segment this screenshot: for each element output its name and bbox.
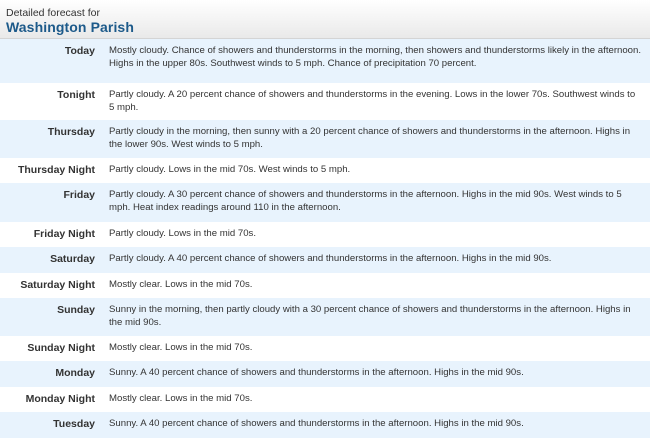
forecast-row-tuesday — [0, 412, 650, 438]
forecast-list — [0, 39, 650, 438]
period-label: Monday Night — [25, 393, 95, 405]
forecast-text: Sunny. A 40 percent chance of showers and thunderstorms in the afternoon. Highs in the mid 90s. — [109, 418, 524, 429]
forecast-row-saturday — [0, 247, 650, 273]
period-label: Tuesday — [53, 418, 95, 430]
forecast-row-today — [0, 39, 650, 83]
forecast-row-saturday-night — [0, 273, 650, 298]
forecast-row-thursday — [0, 120, 650, 158]
forecast-row-sunday — [0, 298, 650, 336]
period-label: Thursday — [47, 126, 95, 138]
period-label: Sunday Night — [27, 342, 95, 354]
forecast-text: Partly cloudy in the morning, then sunny with a 20 percent chance of showers and thunderstorms in the afternoon. Highs in the lower 90s. West winds to 5 mph. — [109, 126, 631, 150]
forecast-text: Mostly clear. Lows in the mid 70s. — [109, 393, 253, 404]
forecast-text: Partly cloudy. A 30 percent chance of showers and thunderstorms in the afternoon. Highs in the mid 90s. West winds to 5 mph. Heat index readings around 110 in the afternoon. — [109, 189, 622, 213]
forecast-header — [0, 0, 650, 39]
forecast-row-tonight — [0, 83, 650, 120]
forecast-text: Sunny. A 40 percent chance of showers and thunderstorms in the afternoon. Highs in the mid 90s. — [109, 367, 524, 378]
forecast-text: Partly cloudy. A 40 percent chance of showers and thunderstorms in the afternoon. Highs in the mid 90s. — [109, 253, 552, 264]
forecast-row-friday-night — [0, 222, 650, 247]
period-label: Tonight — [57, 89, 95, 101]
period-label: Monday — [55, 367, 95, 379]
period-label: Thursday Night — [17, 164, 95, 176]
forecast-text: Sunny in the morning, then partly cloudy with a 30 percent chance of showers and thunderstorms in the afternoon. Highs in the mid 90s. — [109, 304, 631, 328]
forecast-row-monday-night — [0, 387, 650, 412]
location-title: Washington Parish — [6, 19, 134, 35]
forecast-text: Partly cloudy. A 20 percent chance of showers and thunderstorms in the evening. Lows in the lower 70s. Southwest winds to 5 mph. — [109, 89, 636, 113]
period-label: Today — [64, 45, 95, 57]
forecast-text: Mostly cloudy. Chance of showers and thunderstorms in the morning, then showers and thunderstorms likely in the afternoon. Highs in the upper 80s. Southwest winds to 5 mph. Chance of precipitation 70 percent. — [109, 45, 642, 69]
forecast-row-sunday-night — [0, 336, 650, 361]
period-label: Saturday — [50, 253, 95, 265]
forecast-row-friday — [0, 183, 650, 222]
period-label: Friday — [63, 189, 95, 201]
forecast-text: Mostly clear. Lows in the mid 70s. — [109, 342, 253, 353]
forecast-row-monday — [0, 361, 650, 387]
forecast-text: Mostly clear. Lows in the mid 70s. — [109, 279, 253, 290]
period-label: Sunday — [57, 304, 95, 316]
forecast-text: Partly cloudy. Lows in the mid 70s. West winds to 5 mph. — [109, 164, 351, 175]
forecast-subtitle: Detailed forecast for — [6, 7, 100, 19]
forecast-text: Partly cloudy. Lows in the mid 70s. — [109, 228, 256, 239]
forecast-row-thursday-night — [0, 158, 650, 183]
period-label: Friday Night — [33, 228, 95, 240]
period-label: Saturday Night — [20, 279, 95, 291]
